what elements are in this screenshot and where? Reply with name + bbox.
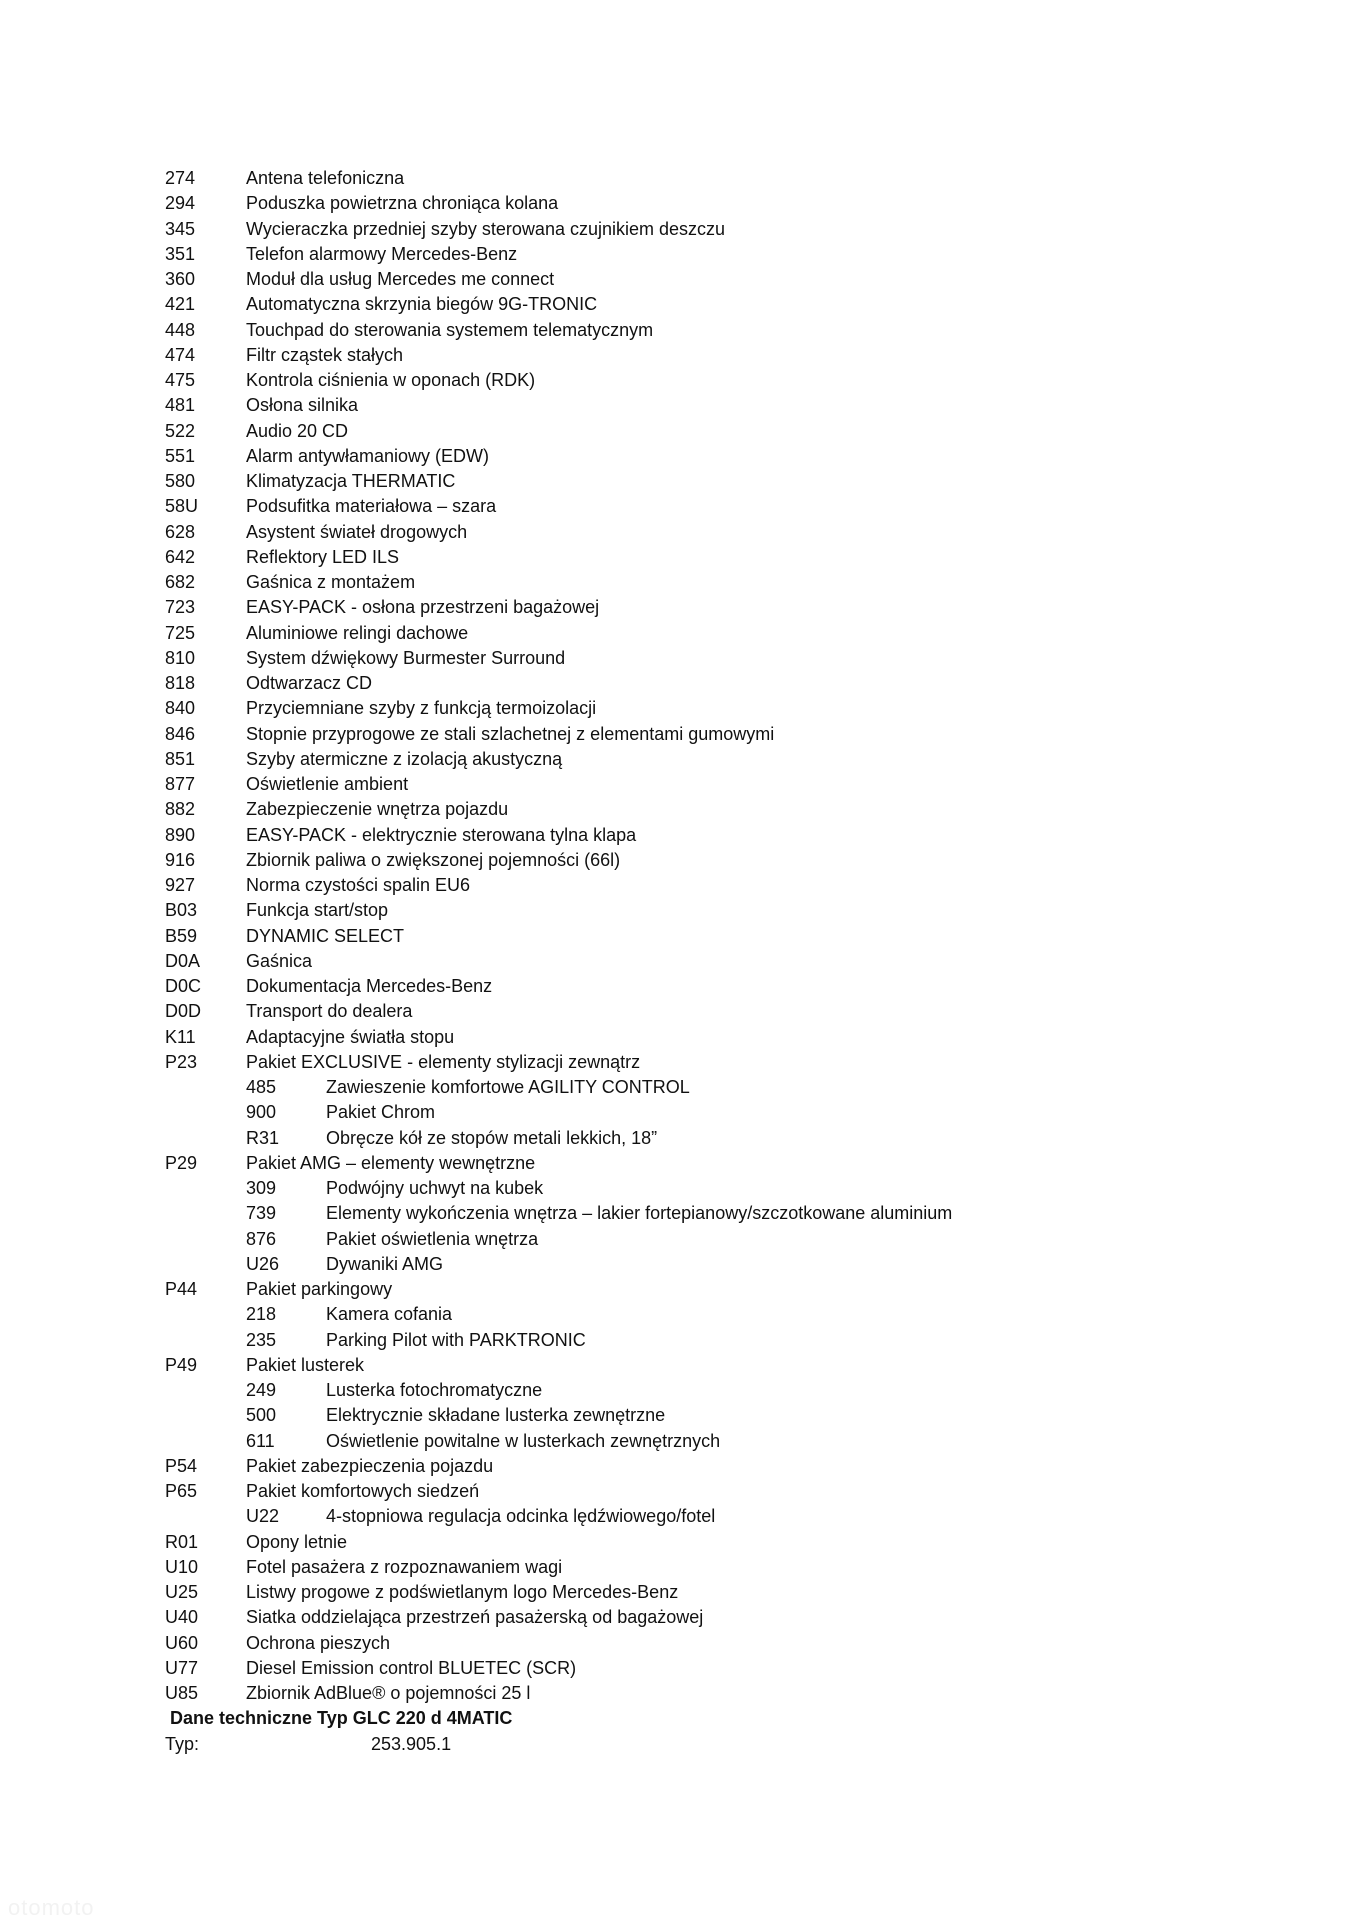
option-row	[165, 1025, 1315, 1050]
sub-option-description: Dywaniki AMG	[326, 1253, 444, 1274]
option-description: Opony letnie	[246, 1531, 348, 1552]
option-description: Antena telefoniczna	[246, 168, 405, 188]
option-description: Aluminiowe relingi dachowe	[246, 622, 469, 643]
option-description: Filtr cząstek stałych	[246, 344, 404, 365]
option-description: Osłona silnika	[246, 395, 359, 416]
option-code: 846	[165, 723, 196, 744]
option-row	[165, 318, 1315, 343]
sub-option-code: 218	[246, 1304, 277, 1325]
option-description: Adaptacyjne światła stopu	[246, 1026, 455, 1047]
option-description: Stopnie przyprogowe ze stali szlachetnej z elementami gumowymi	[246, 723, 775, 744]
option-row	[165, 368, 1315, 393]
option-code: 916	[165, 849, 196, 870]
option-description: Oświetlenie ambient	[246, 774, 409, 794]
option-row	[165, 1277, 1315, 1302]
option-code: 628	[165, 521, 196, 542]
sub-option-description: Pakiet Chrom	[326, 1102, 436, 1123]
option-code: P23	[165, 1051, 198, 1072]
sub-option-code: R31	[246, 1127, 280, 1148]
option-description: Telefon alarmowy Mercedes-Benz	[246, 243, 518, 264]
sub-option-code: 249	[246, 1380, 277, 1400]
sub-option-code: U22	[246, 1506, 280, 1527]
option-code: 360	[165, 269, 196, 289]
option-row	[165, 747, 1315, 772]
option-row	[165, 1605, 1315, 1630]
option-description: Zbiornik AdBlue® o pojemności 25 l	[246, 1683, 531, 1703]
option-row	[165, 1454, 1315, 1479]
sub-option-row	[165, 1227, 1315, 1252]
sub-option-row	[165, 1504, 1315, 1529]
option-description: Funkcja start/stop	[246, 900, 389, 921]
sub-option-code: 500	[246, 1405, 277, 1426]
option-code: 551	[165, 445, 196, 466]
option-code: P44	[165, 1279, 198, 1299]
option-row	[165, 722, 1315, 747]
option-code: 294	[165, 193, 196, 214]
option-row	[165, 545, 1315, 570]
option-description: Przyciemniane szyby z funkcją termoizolacji	[246, 698, 597, 719]
option-code: 682	[165, 572, 196, 592]
sub-option-row	[165, 1100, 1315, 1125]
option-code: 725	[165, 622, 196, 643]
option-description: Kontrola ciśnienia w oponach (RDK)	[246, 370, 536, 390]
option-description: Pakiet zabezpieczenia pojazdu	[246, 1455, 494, 1476]
option-code: 810	[165, 647, 196, 668]
sub-option-row	[165, 1378, 1315, 1403]
sub-option-description: Obręcze kół ze stopów metali lekkich, 18”	[326, 1127, 658, 1148]
option-code: 481	[165, 395, 196, 416]
option-row	[165, 570, 1315, 595]
sub-option-code: 309	[246, 1178, 277, 1198]
option-row	[165, 191, 1315, 216]
option-description: Moduł dla usług Mercedes me connect	[246, 269, 555, 289]
option-description: Touchpad do sterowania systemem telematycznym	[246, 319, 654, 340]
sub-option-code: 739	[246, 1203, 277, 1224]
option-description: Zbiornik paliwa o zwiększonej pojemności (66l)	[246, 849, 621, 870]
option-row	[165, 494, 1315, 519]
sub-option-code: 611	[246, 1430, 275, 1451]
option-row	[165, 292, 1315, 317]
option-code: 927	[165, 875, 196, 895]
option-row	[165, 823, 1315, 848]
sub-option-description: Elementy wykończenia wnętrza – lakier fortepianowy/szczotkowane aluminium	[326, 1203, 953, 1224]
option-code: 421	[165, 294, 196, 315]
option-code: D0C	[165, 976, 202, 996]
sub-option-description: Elektrycznie składane lusterka zewnętrzne	[326, 1405, 666, 1426]
sub-option-code: U26	[246, 1253, 280, 1274]
option-row	[165, 924, 1315, 949]
option-description: Wycieraczka przedniej szyby sterowana czujnikiem deszczu	[246, 218, 726, 239]
sub-option-code: 876	[246, 1228, 277, 1249]
option-code: U40	[165, 1607, 199, 1628]
options-document	[165, 166, 1315, 1757]
sub-option-description: Oświetlenie powitalne w lusterkach zewnętrznych	[326, 1430, 721, 1451]
option-row	[165, 419, 1315, 444]
option-code: B59	[165, 925, 198, 946]
option-description: Gaśnica	[246, 950, 313, 971]
option-code: 890	[165, 824, 196, 845]
option-code: 723	[165, 597, 196, 618]
sub-option-row	[165, 1429, 1315, 1454]
option-description: Klimatyzacja THERMATIC	[246, 471, 456, 491]
option-row	[165, 242, 1315, 267]
option-description: Zabezpieczenie wnętrza pojazdu	[246, 799, 509, 820]
sub-option-code: 900	[246, 1102, 277, 1123]
sub-option-row	[165, 1075, 1315, 1100]
watermark-logo: otomoto	[8, 1895, 95, 1920]
sub-option-description: Zawieszenie komfortowe AGILITY CONTROL	[326, 1077, 690, 1097]
option-row	[165, 1631, 1315, 1656]
option-row	[165, 999, 1315, 1024]
option-code: 642	[165, 546, 196, 567]
sub-option-code: 235	[246, 1329, 277, 1350]
option-code: 580	[165, 471, 196, 491]
sub-option-description: Podwójny uchwyt na kubek	[326, 1178, 544, 1198]
type-value: 253.905.1	[371, 1733, 452, 1754]
sub-option-description: Pakiet oświetlenia wnętrza	[326, 1228, 539, 1249]
option-row	[165, 217, 1315, 242]
option-code: 274	[165, 168, 196, 188]
option-row	[165, 520, 1315, 545]
sub-option-description: Parking Pilot with PARKTRONIC	[326, 1329, 586, 1350]
option-row	[165, 469, 1315, 494]
option-description: Asystent świateł drogowych	[246, 521, 468, 542]
option-row	[165, 1151, 1315, 1176]
option-description: Pakiet AMG – elementy wewnętrzne	[246, 1152, 536, 1173]
option-row	[165, 873, 1315, 898]
option-description: Ochrona pieszych	[246, 1632, 391, 1653]
option-code: U25	[165, 1582, 199, 1602]
option-code: P49	[165, 1354, 198, 1375]
option-row	[165, 797, 1315, 822]
option-row	[165, 166, 1315, 191]
option-description: EASY-PACK - osłona przestrzeni bagażowej	[246, 597, 600, 618]
option-row	[165, 343, 1315, 368]
option-row	[165, 646, 1315, 671]
option-description: Transport do dealera	[246, 1001, 413, 1022]
option-code: B03	[165, 900, 198, 921]
option-row	[165, 848, 1315, 873]
sub-option-description: Lusterka fotochromatyczne	[326, 1380, 543, 1400]
option-code: P54	[165, 1455, 198, 1476]
option-row	[165, 595, 1315, 620]
sub-option-row	[165, 1252, 1315, 1277]
option-code: D0D	[165, 1001, 202, 1022]
option-description: Pakiet komfortowych siedzeń	[246, 1481, 480, 1501]
sub-option-row	[165, 1126, 1315, 1151]
option-description: Reflektory LED ILS	[246, 546, 400, 567]
option-code: U85	[165, 1683, 199, 1703]
option-description: System dźwiękowy Burmester Surround	[246, 647, 566, 668]
sub-option-row	[165, 1403, 1315, 1428]
sub-option-row	[165, 1302, 1315, 1327]
option-description: Audio 20 CD	[246, 420, 349, 441]
option-code: U10	[165, 1556, 199, 1577]
sub-option-description: Kamera cofania	[326, 1304, 453, 1325]
option-description: Pakiet lusterek	[246, 1354, 365, 1375]
option-description: Alarm antywłamaniowy (EDW)	[246, 445, 490, 466]
option-row	[165, 393, 1315, 418]
option-description: Pakiet EXCLUSIVE - elementy stylizacji zewnątrz	[246, 1051, 641, 1072]
option-code: 58U	[165, 496, 199, 517]
option-code: 818	[165, 673, 196, 693]
option-row	[165, 1050, 1315, 1075]
option-code: 877	[165, 774, 196, 794]
option-row	[165, 974, 1315, 999]
technical-data-heading	[165, 1706, 1315, 1731]
option-code: K11	[165, 1026, 196, 1047]
sub-option-row	[165, 1201, 1315, 1226]
option-row	[165, 1555, 1315, 1580]
option-row	[165, 1580, 1315, 1605]
option-description: Odtwarzacz CD	[246, 673, 373, 693]
option-description: Automatyczna skrzynia biegów 9G-TRONIC	[246, 294, 598, 315]
option-description: Gaśnica z montażem	[246, 572, 416, 592]
option-code: 522	[165, 420, 196, 441]
option-row	[165, 1353, 1315, 1378]
option-row	[165, 696, 1315, 721]
option-code: 840	[165, 698, 196, 719]
option-description: Siatka oddzielająca przestrzeń pasażerską od bagażowej	[246, 1607, 704, 1628]
sub-option-row	[165, 1328, 1315, 1353]
option-row	[165, 949, 1315, 974]
option-code: R01	[165, 1531, 199, 1552]
option-description: Szyby atermiczne z izolacją akustyczną	[246, 748, 563, 769]
option-description: Poduszka powietrzna chroniąca kolana	[246, 193, 559, 214]
option-row	[165, 444, 1315, 469]
option-code: 882	[165, 799, 196, 820]
option-row	[165, 772, 1315, 797]
option-code: P29	[165, 1152, 198, 1173]
sub-option-row	[165, 1176, 1315, 1201]
option-code: D0A	[165, 950, 201, 971]
option-code: U77	[165, 1657, 199, 1678]
option-row	[165, 621, 1315, 646]
technical-heading-text: Dane techniczne Typ GLC 220 d 4MATIC	[170, 1708, 513, 1729]
option-code: 474	[165, 344, 196, 365]
option-row	[165, 898, 1315, 923]
option-code: 448	[165, 319, 196, 340]
option-description: DYNAMIC SELECT	[246, 925, 405, 946]
option-code: U60	[165, 1632, 199, 1653]
option-description: Fotel pasażera z rozpoznawaniem wagi	[246, 1556, 563, 1577]
type-row	[165, 1732, 1315, 1757]
option-row	[165, 1530, 1315, 1555]
option-row	[165, 1479, 1315, 1504]
option-code: 475	[165, 370, 196, 390]
option-list	[165, 166, 1315, 1706]
option-code: P65	[165, 1481, 198, 1501]
option-description: Diesel Emission control BLUETEC (SCR)	[246, 1657, 577, 1678]
option-description: Dokumentacja Mercedes-Benz	[246, 976, 493, 996]
option-code: 345	[165, 218, 196, 239]
type-label: Typ:	[165, 1733, 200, 1754]
option-description: Norma czystości spalin EU6	[246, 875, 471, 895]
sub-option-description: 4-stopniowa regulacja odcinka lędźwiowego/fotel	[326, 1506, 716, 1527]
option-code: 851	[165, 748, 196, 769]
option-description: EASY-PACK - elektrycznie sterowana tylna klapa	[246, 824, 637, 845]
option-row	[165, 671, 1315, 696]
option-code: 351	[165, 243, 196, 264]
option-description: Listwy progowe z podświetlanym logo Mercedes-Benz	[246, 1582, 679, 1602]
option-row	[165, 1681, 1315, 1706]
option-description: Pakiet parkingowy	[246, 1279, 393, 1299]
option-row	[165, 1656, 1315, 1681]
option-description: Podsufitka materiałowa – szara	[246, 496, 497, 517]
option-row	[165, 267, 1315, 292]
sub-option-code: 485	[246, 1077, 277, 1097]
